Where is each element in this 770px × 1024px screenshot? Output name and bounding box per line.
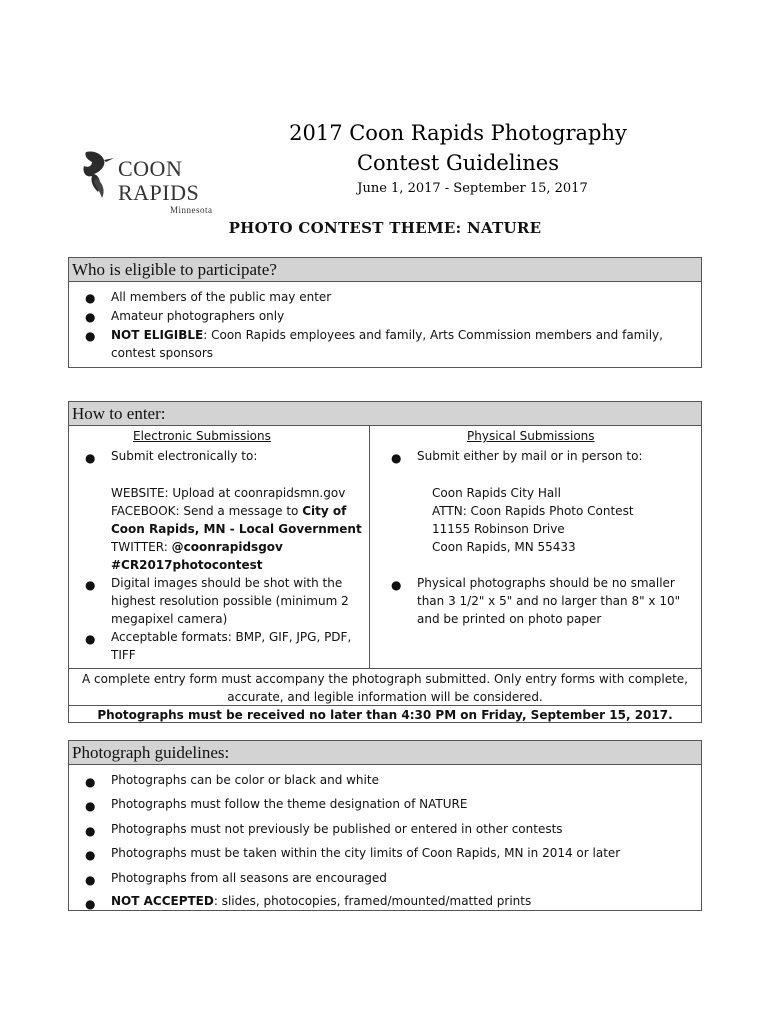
bullet-icon: ● xyxy=(85,848,96,862)
bullet-icon: ● xyxy=(391,451,402,465)
physical-submissions-title: Physical Submissions xyxy=(467,429,595,443)
facebook-line-2 xyxy=(111,520,362,538)
entry-form-note-2: accurate, and legible information will be considered. xyxy=(227,690,543,704)
bullet-icon: ● xyxy=(85,291,96,305)
bullet-icon: ● xyxy=(85,799,96,813)
heron-icon xyxy=(80,148,120,200)
city-logo xyxy=(80,148,218,216)
bullet-icon: ● xyxy=(85,873,96,887)
eligibility-section xyxy=(68,257,702,368)
eligibility-item: All members of the public may enter xyxy=(111,290,332,304)
guideline-item: Photographs can be color or black and white xyxy=(111,773,379,787)
not-eligible-label: NOT ELIGIBLE xyxy=(111,328,204,342)
not-eligible-text: : Coon Rapids employees and family, Arts Commission members and family, xyxy=(203,328,663,342)
guideline-item: Photographs must follow the theme designation of NATURE xyxy=(111,797,468,811)
entry-form-note-1: A complete entry form must accompany the photograph submitted. Only entry forms with complete, xyxy=(82,672,688,686)
size-line-3: and be printed on photo paper xyxy=(417,612,602,626)
facebook-name-2: Coon Rapids, MN - Local Government xyxy=(111,522,362,536)
twitter-line xyxy=(111,538,283,556)
contest-theme: PHOTO CONTEST THEME: NATURE xyxy=(228,219,542,237)
guideline-item: Photographs must not previously be published or entered in other contests xyxy=(111,822,563,836)
hashtag: #CR2017photocontest xyxy=(111,558,263,572)
facebook-line xyxy=(111,502,346,520)
electronic-submissions-title: Electronic Submissions xyxy=(133,429,271,443)
guideline-item: Photographs from all seasons are encouraged xyxy=(111,871,387,885)
formats-line-2: TIFF xyxy=(111,648,136,662)
address-line-2: ATTN: Coon Rapids Photo Contest xyxy=(432,504,634,518)
bullet-icon: ● xyxy=(85,897,96,911)
bullet-icon: ● xyxy=(85,632,96,646)
eligibility-item: Amateur photographers only xyxy=(111,309,285,323)
electronic-intro: Submit electronically to: xyxy=(111,449,258,463)
not-accepted-text: : slides, photocopies, framed/mounted/matted prints xyxy=(213,894,532,908)
divider xyxy=(69,668,701,669)
digital-line-1: Digital images should be shot with the xyxy=(111,576,343,590)
digital-line-2: highest resolution possible (minimum 2 xyxy=(111,594,349,608)
facebook-name-1: City of xyxy=(302,504,347,518)
bullet-icon: ● xyxy=(85,824,96,838)
deadline-note: Photographs must be received no later than 4:30 PM on Friday, September 15, 2017. xyxy=(97,708,673,722)
facebook-prefix: FACEBOOK: Send a message to xyxy=(111,504,303,518)
bullet-icon: ● xyxy=(85,310,96,324)
formats-line-1: Acceptable formats: BMP, GIF, JPG, PDF, xyxy=(111,630,352,644)
address-line-1: Coon Rapids City Hall xyxy=(432,486,561,500)
bullet-icon: ● xyxy=(85,775,96,789)
size-line-2: than 3 1/2" x 5" and no larger than 8" x 10" xyxy=(417,594,681,608)
column-divider xyxy=(369,426,370,668)
how-to-enter-section xyxy=(68,401,702,723)
bullet-icon: ● xyxy=(391,578,402,592)
twitter-handle: @coonrapidsgov xyxy=(171,540,283,554)
page-title xyxy=(248,118,668,178)
title-line-2: Contest Guidelines xyxy=(356,151,560,175)
title-line-1: 2017 Coon Rapids Photography xyxy=(289,121,627,145)
not-accepted-label: NOT ACCEPTED xyxy=(111,894,214,908)
not-eligible-item xyxy=(111,326,681,362)
hashtag-line xyxy=(111,556,263,574)
digital-line-3: megapixel camera) xyxy=(111,612,228,626)
physical-intro: Submit either by mail or in person to: xyxy=(417,449,643,463)
address-line-4: Coon Rapids, MN 55433 xyxy=(432,540,576,554)
eligibility-heading: Who is eligible to participate? xyxy=(69,258,701,282)
guideline-item: Photographs must be taken within the city limits of Coon Rapids, MN in 2014 or later xyxy=(111,846,621,860)
logo-line3: Minnesota xyxy=(170,205,213,215)
not-accepted-item xyxy=(111,892,531,910)
bullet-icon: ● xyxy=(85,329,96,343)
not-eligible-text-2: contest sponsors xyxy=(111,346,213,360)
website-line: WEBSITE: Upload at coonrapidsmn.gov xyxy=(111,486,346,500)
how-to-enter-heading: How to enter: xyxy=(69,402,701,426)
contest-dates: June 1, 2017 - September 15, 2017 xyxy=(357,181,588,196)
guidelines-heading: Photograph guidelines: xyxy=(69,741,701,765)
logo-line1: COON xyxy=(118,156,183,181)
bullet-icon: ● xyxy=(85,578,96,592)
twitter-prefix: TWITTER: xyxy=(111,540,172,554)
logo-line2: RAPIDS xyxy=(118,180,200,205)
bullet-icon: ● xyxy=(85,451,96,465)
address-line-3: 11155 Robinson Drive xyxy=(432,522,565,536)
guidelines-section xyxy=(68,740,702,911)
size-line-1: Physical photographs should be no smaller xyxy=(417,576,675,590)
